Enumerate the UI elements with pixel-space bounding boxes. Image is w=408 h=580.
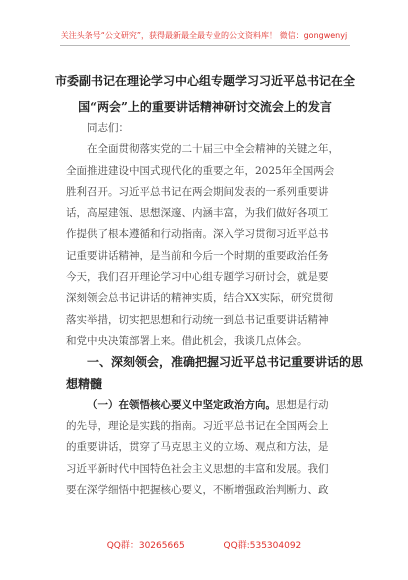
header-divider [60, 45, 350, 46]
header-banner: 关注头条号“公文研究”，获得最新最全最专业的公文资料库！ 微信：gongwenyj [60, 31, 348, 40]
paragraph-line: 深刻领会总书记讲话的精神实质，结合XX实际，研究贯彻 [66, 292, 333, 305]
title-line-1: 市委副书记在理论学习中心组专题学习习近平总书记在全 [54, 74, 355, 88]
paragraph-line: 的重要讲话，贯穿了马克思主义的立场、观点和方法，是 [66, 441, 329, 454]
paragraph-line: 胜利召开。习近平总书记在两会期间发表的一系列重要讲 [66, 185, 329, 198]
section-heading-1-cont: 想精髓 [66, 376, 103, 391]
footer-qq-1: QQ群：30265665 [106, 541, 185, 551]
document-title [40, 68, 370, 120]
paragraph-line: 习近平新时代中国特色社会主义思想的丰富和发展。我们 [66, 462, 329, 475]
paragraph-line: 话，高屋建瓴、思想深邃、内涵丰富，为我们做好各项工 [66, 207, 329, 220]
subsection-heading-1: （一）在领悟核心要义中坚定政治方向。 [87, 398, 276, 411]
footer-contact [0, 538, 408, 551]
paragraph-line: 和党中央决策部署上来。借此机会，我谈几点体会。 [66, 334, 308, 347]
subsection-line [66, 395, 346, 416]
paragraph-line: 的先导，理论是实践的指南。习近平总书记在全国两会上 [66, 420, 329, 433]
paragraph-line: 落实举措，切实把思想和行动统一到总书记重要讲话精神 [66, 313, 329, 326]
paragraph-line: 今天，我们召开理论学习中心组专题学习研讨会，就是要 [66, 271, 329, 284]
footer-qq-2: QQ群:535304092 [223, 541, 302, 551]
title-line-2: 国“两会”上的重要讲话精神研讨交流会上的发言 [78, 100, 332, 114]
document-body [66, 118, 364, 501]
section-heading-1: 一、深刻领会，准确把握习近平总书记重要讲话的思 [87, 355, 364, 370]
paragraph-line: 记重要讲话精神，是当前和今后一个时期的重要政治任务 [66, 249, 329, 262]
paragraph-line: 在全面贯彻落实党的二十届三中全会精神的关键之年， [87, 143, 339, 156]
paragraph-line: 全面推进建设中国式现代化的重要之年，2025年全国两会 [66, 164, 335, 177]
paragraph-line: 要在深学细悟中把握核心要义，不断增强政治判断力、政 [66, 484, 329, 497]
paragraph-line: 作提供了根本遵循和行动指南。深入学习贯彻习近平总书 [66, 228, 329, 241]
subsection-text: 思想是行动 [276, 398, 329, 411]
salutation: 同志们： [87, 122, 129, 134]
